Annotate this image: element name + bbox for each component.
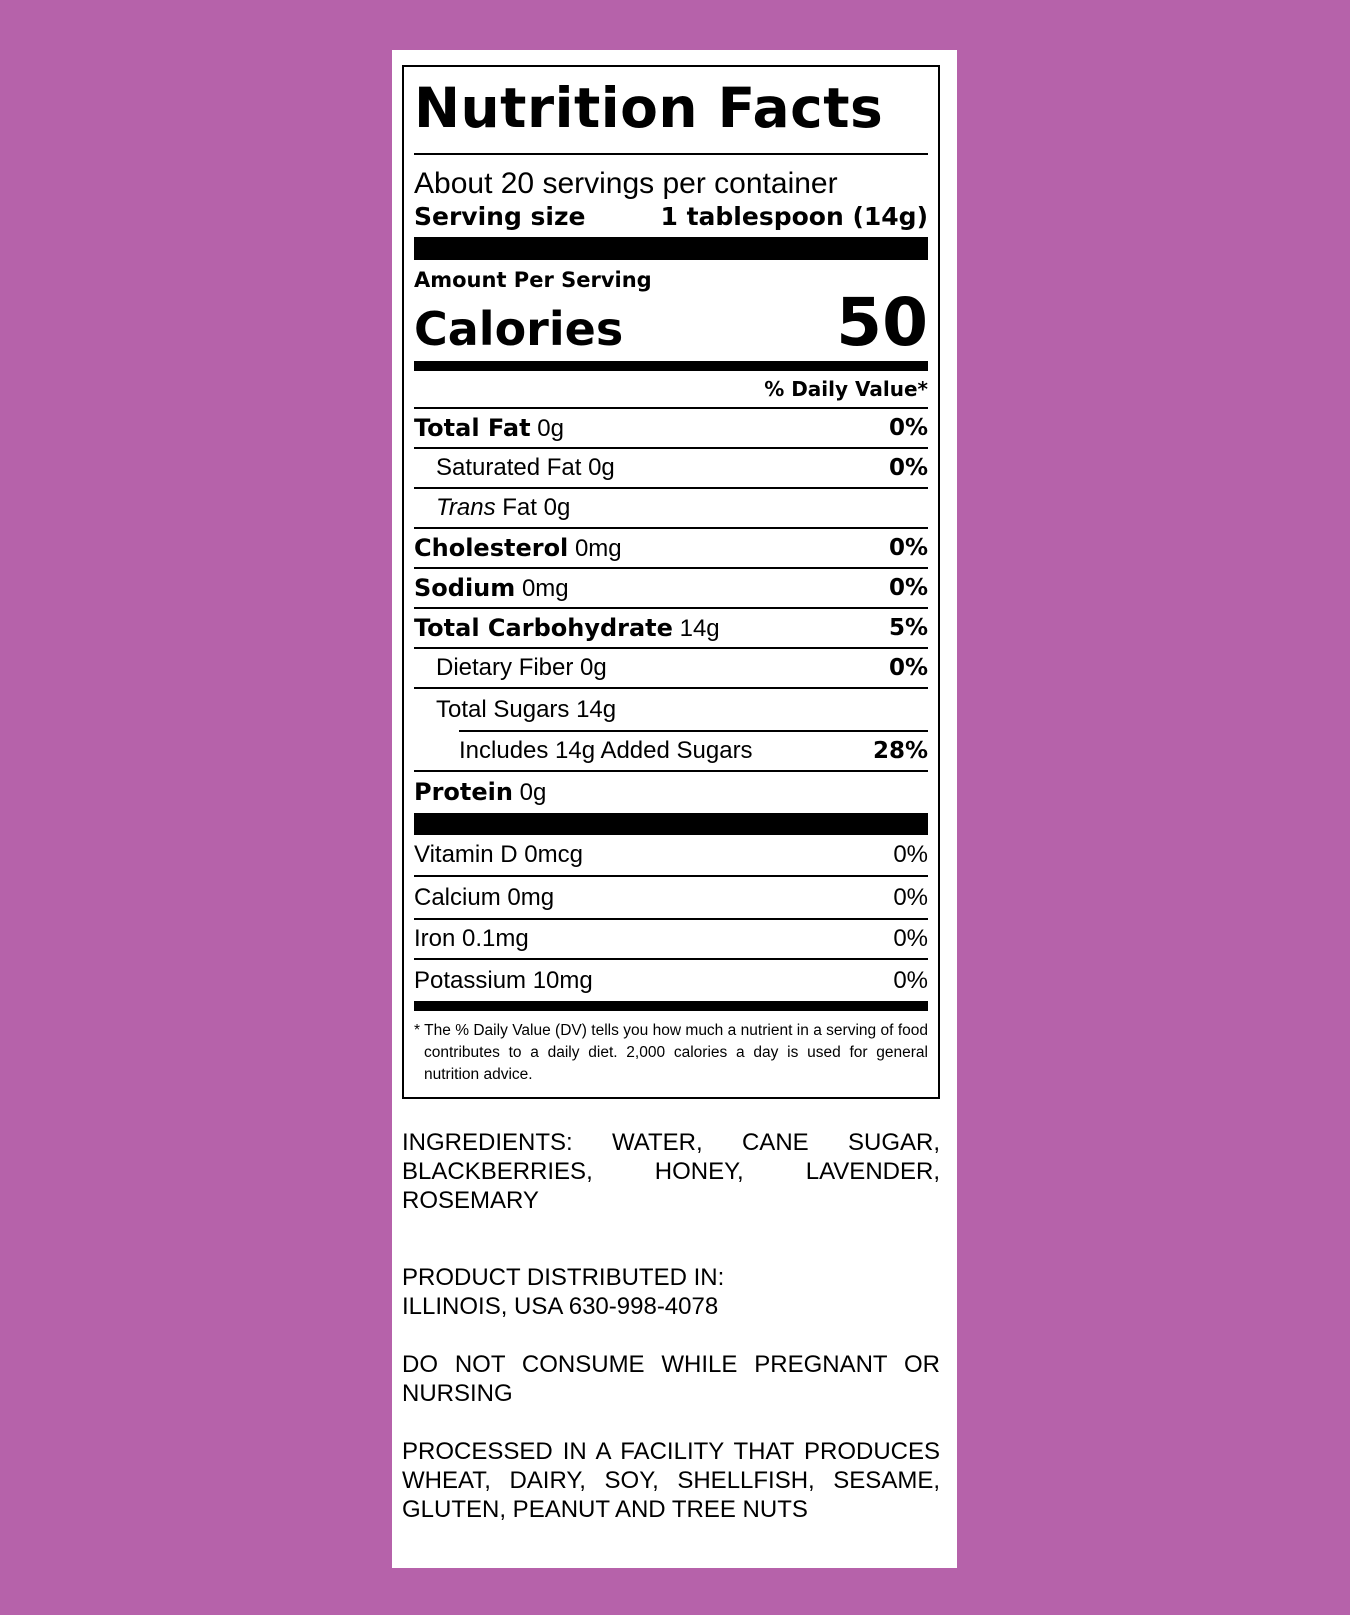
nutrient-name-rest: Fat 0g (502, 494, 571, 521)
nutrient-amount: 0mg (521, 574, 569, 602)
vitamin-dv: 0% (893, 883, 928, 911)
nutrient-row-total-fat (414, 407, 928, 447)
daily-value-header: % Daily Value* (764, 377, 928, 401)
nutrient-dv: 28% (872, 738, 928, 764)
nutrient-row-protein (414, 770, 928, 813)
nutrient-row-cholesterol (414, 527, 928, 567)
vitamin-dv: 0% (893, 925, 928, 952)
calories-value: 50 (836, 284, 928, 361)
nutrient-dv: 0% (888, 575, 928, 601)
nutrient-amount: 0g (537, 414, 564, 442)
nutrient-amount: 14g (679, 614, 720, 642)
vitamin-dv: 0% (893, 841, 928, 868)
nutrient-name: Sodium (414, 573, 516, 602)
ingredients-text: INGREDIENTS: WATER, CANE SUGAR, BLACKBERRIES, HONEY, LAVENDER, ROSEMARY (402, 1129, 940, 1214)
medium-divider (414, 361, 928, 371)
nutrient-row-sodium (414, 567, 928, 607)
nutrient-name: Protein (414, 778, 513, 806)
product-label-card (392, 50, 957, 1568)
nutrient-name-italic: Trans (436, 494, 496, 521)
nutrient-name: Dietary Fiber 0g (436, 654, 607, 681)
vitamin-dv: 0% (893, 966, 928, 994)
serving-size-label: Serving size (414, 202, 586, 231)
distribution-info (402, 1263, 940, 1321)
nutrient-row-dietary-fiber (414, 647, 928, 687)
allergen-statement: PROCESSED IN A FACILITY THAT PRODUCES WHEAT, DAIRY, SOY, SHELLFISH, SESAME, GLUTEN, PEANUT AND TREE NUTS (402, 1438, 940, 1523)
amount-per-serving: Amount Per Serving (414, 268, 652, 292)
nutrient-name: Includes 14g Added Sugars (459, 737, 753, 764)
distribution-line-1: PRODUCT DISTRIBUTED IN: (402, 1264, 725, 1291)
nutrient-name: Saturated Fat 0g (436, 454, 615, 481)
nutrition-facts-panel (402, 65, 940, 1099)
nutrient-row-trans-fat (414, 487, 928, 527)
vitamin-row-iron (414, 918, 928, 958)
serving-size-row (414, 200, 928, 234)
nutrient-amount: 0mg (574, 534, 622, 562)
calories-row (414, 284, 928, 361)
nutrient-dv: 0% (888, 535, 928, 561)
nutrient-row-added-sugars (459, 730, 928, 770)
calories-label: Calories (414, 302, 624, 356)
distribution-line-2: ILLINOIS, USA 630-998-4078 (402, 1293, 719, 1320)
nutrient-row-total-sugars (414, 687, 928, 730)
nutrient-dv: 5% (888, 615, 928, 641)
nutrient-dv: 0% (888, 455, 928, 481)
vitamin-name: Potassium 10mg (414, 966, 593, 994)
vitamin-name: Iron 0.1mg (414, 925, 529, 952)
nutrient-row-saturated-fat (414, 447, 928, 487)
nutrient-name: Total Fat (414, 413, 531, 442)
servings-per-container: About 20 servings per container (414, 167, 838, 200)
nutrient-name: Total Carbohydrate (414, 613, 673, 642)
vitamin-name: Calcium 0mg (414, 883, 555, 911)
thick-divider (414, 237, 928, 260)
nutrient-name: Total Sugars 14g (436, 695, 617, 723)
nutrient-dv: 0% (888, 655, 928, 681)
vitamin-row-potassium (414, 958, 928, 1001)
footnote-divider (414, 1001, 928, 1011)
vitamin-name: Vitamin D 0mcg (414, 841, 583, 868)
nutrient-dv: 0% (888, 415, 928, 441)
nutrient-name: Cholesterol (414, 533, 569, 562)
pregnancy-warning: DO NOT CONSUME WHILE PREGNANT OR NURSING (402, 1351, 940, 1407)
nutrient-amount: 0g (519, 779, 547, 806)
title-divider (414, 153, 928, 155)
vitamin-row-vitamin-d (414, 835, 928, 875)
daily-value-footnote: * The % Daily Value (DV) tells you how much a nutrient in a serving of food contributes to a daily diet. 2,000 calories a day is used for general nutrition advice. (414, 1022, 928, 1083)
vitamin-row-calcium (414, 875, 928, 918)
nutrient-row-total-carbohydrate (414, 607, 928, 647)
serving-size-value: 1 tablespoon (14g) (660, 202, 928, 231)
nutrition-facts-title: Nutrition Facts (414, 76, 884, 140)
vitamin-divider (414, 813, 928, 835)
